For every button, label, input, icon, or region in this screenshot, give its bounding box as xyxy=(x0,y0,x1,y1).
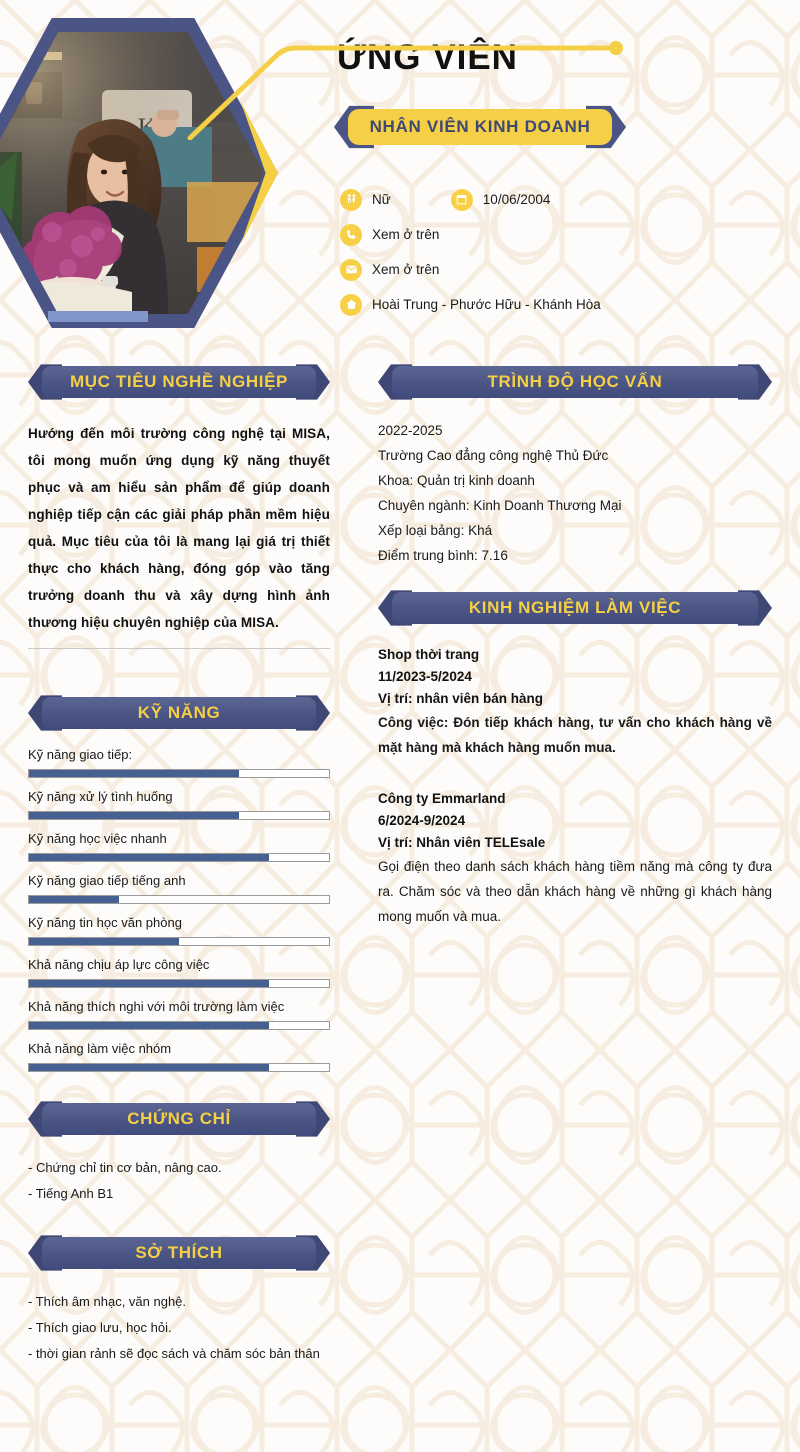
experience-position: Vị trí: nhân viên bán hàng xyxy=(378,691,544,706)
skill-item xyxy=(28,915,330,946)
banner-body xyxy=(42,1103,316,1135)
skill-label: Kỹ năng tin học văn phòng xyxy=(28,915,182,930)
skill-progress-fill xyxy=(29,854,269,861)
banner-body xyxy=(42,366,316,398)
experience-section-header xyxy=(378,588,772,628)
photo-bottom-bar xyxy=(48,311,148,322)
home-icon xyxy=(340,294,362,316)
skill-item xyxy=(28,831,330,862)
hobbies-list xyxy=(28,1289,330,1367)
skill-progress-fill xyxy=(29,938,179,945)
contact-dob xyxy=(451,189,551,211)
banner-body xyxy=(392,366,758,398)
contact-row-phone xyxy=(340,217,770,252)
certificates-heading: CHỨNG CHỈ xyxy=(127,1109,231,1128)
banner-body xyxy=(42,1237,316,1269)
skill-label: Kỹ năng xử lý tình huống xyxy=(28,789,173,804)
skill-label: Kỹ năng giao tiếp tiếng anh xyxy=(28,873,186,888)
skill-progress-bar xyxy=(28,1063,330,1072)
education-line: Xếp loại bảng: Khá xyxy=(378,523,493,538)
education-line: Khoa: Quản trị kinh doanh xyxy=(378,473,535,488)
skills-section-header xyxy=(28,693,330,733)
phone-icon xyxy=(340,224,362,246)
experience-company: Công ty Emmarland xyxy=(378,791,506,806)
people-icon xyxy=(340,189,362,211)
certificates-section-header xyxy=(28,1099,330,1139)
hobbies-section-header xyxy=(28,1233,330,1273)
hobbies-heading: SỞ THÍCH xyxy=(135,1243,223,1262)
skill-item xyxy=(28,789,330,820)
gender-value: Nữ xyxy=(372,192,391,207)
experience-item xyxy=(378,644,772,760)
education-section-header xyxy=(378,362,772,402)
contact-info xyxy=(340,182,770,322)
education-line: Điểm trung bình: 7.16 xyxy=(378,548,508,563)
skill-progress-fill xyxy=(29,1064,269,1071)
banner-body xyxy=(392,592,758,624)
experience-period: 11/2023-5/2024 xyxy=(378,669,472,684)
hobby-item: - Thích giao lưu, học hỏi. xyxy=(28,1320,172,1335)
phone-value: Xem ở trên xyxy=(372,227,440,242)
skill-item xyxy=(28,873,330,904)
experience-heading: KINH NGHIỆM LÀM VIỆC xyxy=(468,598,682,617)
education-heading: TRÌNH ĐỘ HỌC VẤN xyxy=(487,372,663,391)
contact-row-email xyxy=(340,252,770,287)
experience-item xyxy=(378,788,772,929)
skill-label: Kỹ năng học việc nhanh xyxy=(28,831,167,846)
skill-item xyxy=(28,747,330,778)
skill-label: Khả năng làm việc nhóm xyxy=(28,1041,172,1056)
experience-company: Shop thời trang xyxy=(378,647,480,662)
skill-progress-fill xyxy=(29,980,269,987)
education-line: Chuyên ngành: Kinh Doanh Thương Mại xyxy=(378,498,622,513)
address-value: Hoài Trung - Phước Hữu - Khánh Hòa xyxy=(372,297,601,312)
skill-progress-bar xyxy=(28,895,330,904)
skills-heading: KỸ NĂNG xyxy=(137,703,221,722)
skill-progress-bar xyxy=(28,979,330,988)
experience-position: Vị trí: Nhân viên TELEsale xyxy=(378,835,546,850)
skill-item xyxy=(28,1041,330,1072)
skill-progress-fill xyxy=(29,812,239,819)
contact-row-address xyxy=(340,287,770,322)
skill-progress-fill xyxy=(29,1022,269,1029)
certificate-item: - Tiếng Anh B1 xyxy=(28,1186,114,1201)
skill-progress-bar xyxy=(28,853,330,862)
skill-label: Khả năng chịu áp lực công việc xyxy=(28,957,210,972)
skill-progress-bar xyxy=(28,1021,330,1030)
skill-label: Kỹ năng giao tiếp: xyxy=(28,747,133,762)
decorative-connector-line xyxy=(180,10,640,140)
experience-description: Công việc: Đón tiếp khách hàng, tư vấn cho khách hàng về mặt hàng mà khách hàng muốn mua. xyxy=(378,715,772,755)
skill-progress-bar xyxy=(28,811,330,820)
certificate-item: - Chứng chỉ tin cơ bản, nâng cao. xyxy=(28,1160,222,1175)
contact-row-gender-dob xyxy=(340,182,770,217)
envelope-icon xyxy=(340,259,362,281)
banner-body xyxy=(42,697,316,729)
education-list xyxy=(378,418,772,568)
email-value: Xem ở trên xyxy=(372,262,440,277)
left-column xyxy=(28,362,330,1367)
hobby-item: - thời gian rảnh sẽ đọc sách và chăm sóc bản thân xyxy=(28,1346,320,1361)
experience-description: Gọi điện theo danh sách khách hàng tiềm năng mà công ty đưa ra. Chăm sóc và theo dẫn khách hàng về những gì khách hàng mong muốn và mua. xyxy=(378,859,772,924)
dob-value: 10/06/2004 xyxy=(482,192,551,207)
objective-heading: MỤC TIÊU NGHỀ NGHIỆP xyxy=(70,372,288,391)
skills-list xyxy=(28,747,330,1072)
education-line: Trường Cao đẳng công nghệ Thủ Đức xyxy=(378,448,609,463)
skill-item xyxy=(28,999,330,1030)
hobby-item: - Thích âm nhạc, văn nghệ. xyxy=(28,1294,187,1309)
skill-progress-fill xyxy=(29,770,239,777)
experience-list xyxy=(378,644,772,929)
certificates-list xyxy=(28,1155,330,1207)
skill-progress-bar xyxy=(28,769,330,778)
education-line: 2022-2025 xyxy=(378,423,443,438)
skill-item xyxy=(28,957,330,988)
skill-progress-fill xyxy=(29,896,119,903)
page-title: ỨNG VIÊN xyxy=(337,38,518,77)
calendar-icon xyxy=(451,189,473,211)
right-column xyxy=(378,362,772,929)
job-title-label: NHÂN VIÊN KINH DOANH xyxy=(369,117,591,136)
skill-progress-bar xyxy=(28,937,330,946)
experience-period: 6/2024-9/2024 xyxy=(378,813,466,828)
skill-label: Khả năng thích nghi với môi trường làm việc xyxy=(28,999,285,1014)
objective-text: Hướng đến môi trường công nghệ tại MISA, tôi mong muốn ứng dụng kỹ năng thuyết phục và am hiểu sản phẩm để giúp doanh nghiệp tiếp cận các giải pháp phần mềm hiệu quả. Mục tiêu của tôi là mang lại giá trị thiết thực cho khách hàng, đóng góp vào tăng trưởng doanh thu và xây dựng hình ảnh thương hiệu chuyên nghiệp của MISA. xyxy=(28,426,330,630)
objective-section-header xyxy=(28,362,330,402)
